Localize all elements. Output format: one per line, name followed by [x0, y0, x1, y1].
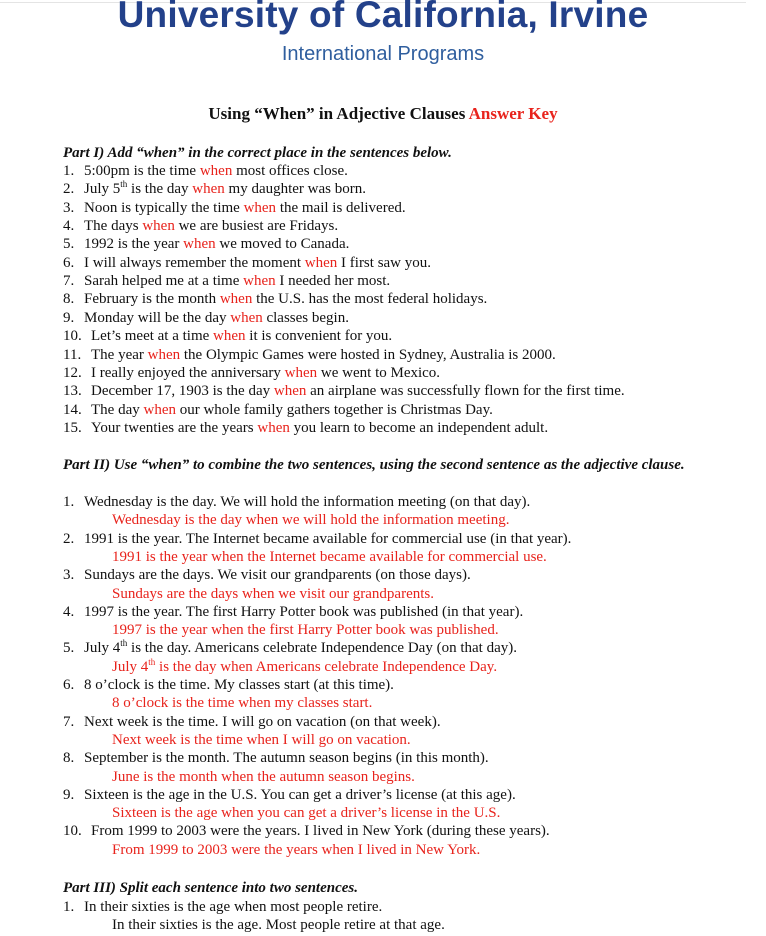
sentence-start: Monday will be the day — [84, 309, 231, 326]
list-item — [63, 309, 349, 328]
title-main: Using “When” in Adjective Clauses — [208, 104, 466, 123]
answer-when: when — [183, 236, 216, 253]
sentence-start: I will always remember the moment — [84, 254, 305, 271]
question-text: 1997 is the year. The first Harry Potter book was published (in that year). — [84, 603, 524, 620]
university-name: University of California, Irvine — [117, 0, 649, 35]
answer-when: when — [304, 254, 338, 271]
item-number: 13. — [63, 383, 82, 400]
list-item — [63, 217, 338, 236]
question-item — [63, 530, 571, 549]
sentence-end: it is convenient for you. — [245, 328, 393, 345]
sentence-end: the mail is delivered. — [276, 199, 406, 216]
question-item — [63, 639, 517, 658]
sentence-end: our whole family gathers together is Christmas Day. — [175, 401, 493, 418]
sentence-end: you learn to become an independent adult. — [289, 419, 549, 436]
item-number: 10. — [63, 328, 82, 345]
sentence-end: most offices close. — [232, 163, 348, 179]
sentence-end: we went to Mexico. — [317, 364, 441, 381]
item-number: 1. — [63, 899, 75, 915]
sentence-start: The day — [91, 401, 144, 418]
list-item — [63, 401, 493, 420]
part-1-heading: Part I) Add “when” in the correct place in the sentences below. — [63, 145, 452, 161]
sentence-end: we are busiest are Fridays. — [174, 218, 339, 235]
ordinal-suffix: th — [120, 638, 128, 649]
list-item — [63, 180, 366, 199]
sentence-start: The year — [91, 346, 148, 363]
sentence-start: I really enjoyed the anniversary — [91, 364, 285, 381]
question-item — [63, 898, 382, 917]
part-2-heading: Part II) Use “when” to combine the two sentences, using the second sentence as the adjective clause. — [63, 457, 685, 473]
list-item — [63, 199, 406, 218]
sentence-start: Let’s meet at a time — [91, 328, 214, 345]
item-number: 3. — [63, 567, 75, 584]
sentence-start: 5:00pm is the time — [84, 163, 200, 179]
answer-text: From 1999 to 2003 were the years when I lived in New York. — [112, 841, 481, 858]
item-number: 2. — [63, 181, 75, 198]
answer-when: when — [142, 218, 175, 235]
item-number: 1. — [63, 494, 75, 510]
list-item — [63, 327, 392, 346]
list-item — [63, 346, 556, 365]
sentence-end: I first saw you. — [337, 254, 432, 271]
answer-when: when — [192, 181, 225, 198]
item-number: 10. — [63, 823, 82, 840]
question-item — [63, 603, 523, 622]
item-number: 14. — [63, 401, 82, 418]
question-text: is the day. Americans celebrate Independence Day (on that day). — [127, 640, 517, 657]
list-item — [63, 272, 390, 291]
question-item — [63, 749, 489, 768]
sentence-end: an airplane was successfully flown for the first time. — [306, 383, 625, 400]
answer-text: Sixteen is the age when you can get a driver’s license in the U.S. — [112, 805, 501, 822]
part-3-heading: Part III) Split each sentence into two sentences. — [63, 880, 359, 896]
question-item — [63, 786, 516, 805]
item-number: 6. — [63, 677, 75, 693]
program-name: International Programs — [281, 43, 485, 65]
list-item — [63, 235, 349, 254]
item-number: 15. — [63, 419, 82, 436]
question-text: July 4 — [84, 640, 121, 657]
answer-when: when — [273, 383, 307, 400]
question-text: Next week is the time. I will go on vacation (on that week). — [84, 713, 441, 730]
question-item — [63, 566, 471, 585]
sentence-end: classes begin. — [262, 309, 349, 326]
answer-when: when — [143, 401, 176, 418]
answer-part: July 4 — [112, 658, 149, 675]
sentence-mid: is the day — [127, 181, 193, 198]
list-item — [63, 419, 548, 438]
question-item — [63, 493, 530, 512]
sentence-start: 1992 is the year — [84, 236, 184, 253]
sentence-start: Your twenties are the years — [91, 419, 258, 436]
question-text: Sixteen is the age in the U.S. You can get a driver’s license (at this age). — [84, 786, 516, 803]
sentence-end: the Olympic Games were hosted in Sydney, Australia is 2000. — [180, 346, 556, 363]
item-number: 4. — [63, 218, 75, 235]
question-text: 8 o’clock is the time. My classes start (at this time). — [84, 677, 394, 693]
answer-text: 1997 is the year when the first Harry Potter book was published. — [112, 622, 499, 639]
question-item — [63, 676, 394, 695]
item-number: 9. — [63, 786, 75, 803]
question-text: From 1999 to 2003 were the years. I lived in New York (during these years). — [91, 823, 550, 840]
item-number: 11. — [63, 346, 82, 363]
sentence-start: The days — [84, 218, 143, 235]
sentence-start: Sarah helped me at a time — [84, 273, 244, 290]
sentence-start: December 17, 1903 is the day — [91, 383, 274, 400]
answer-when: when — [230, 309, 263, 326]
question-text: Sundays are the days. We visit our grandparents (on those days). — [84, 567, 471, 584]
sentence-start: July 5 — [84, 181, 121, 198]
list-item — [63, 162, 348, 181]
list-item — [63, 254, 431, 273]
answer-when: when — [284, 364, 318, 381]
item-number: 7. — [63, 713, 75, 730]
sentence-end: we moved to Canada. — [215, 236, 350, 253]
sentence-start: February is the month — [84, 291, 220, 308]
answer-text: Sundays are the days when we visit our grandparents. — [112, 585, 435, 602]
list-item — [63, 364, 440, 383]
answer-text — [112, 658, 497, 677]
question-item — [63, 713, 441, 732]
answer-text: 1991 is the year when the Internet became available for commercial use. — [112, 548, 547, 565]
item-number: 9. — [63, 309, 75, 326]
list-item — [63, 290, 487, 309]
sentence-end: my daughter was born. — [224, 181, 366, 198]
answer-text: 8 o’clock is the time when my classes start. — [112, 695, 373, 712]
item-number: 2. — [63, 530, 75, 547]
answer-text: Next week is the time when I will go on vacation. — [112, 731, 411, 748]
item-number: 8. — [63, 291, 75, 308]
answer-when: when — [213, 328, 246, 345]
item-number: 5. — [63, 640, 75, 657]
answer-when: when — [147, 346, 181, 363]
question-text: 1991 is the year. The Internet became available for commercial use (in that year). — [84, 530, 572, 547]
question-item — [63, 822, 550, 841]
answer-text: June is the month when the autumn season begins. — [112, 768, 415, 785]
title-answer-key: Answer Key — [468, 104, 558, 123]
answer-text: Wednesday is the day when we will hold the information meeting. — [112, 512, 510, 529]
question-text: In their sixties is the age when most people retire. — [84, 899, 383, 915]
ordinal-suffix: th — [120, 179, 128, 190]
item-number: 7. — [63, 273, 75, 290]
list-item — [63, 382, 625, 401]
item-number: 6. — [63, 254, 75, 271]
answer-when: when — [257, 419, 290, 436]
question-text: Wednesday is the day. We will hold the information meeting (on that day). — [84, 494, 531, 510]
answer-when: when — [243, 273, 276, 290]
ordinal-suffix: th — [148, 656, 156, 667]
answer-when: when — [243, 199, 277, 216]
answer-part: is the day when Americans celebrate Independence Day. — [155, 658, 498, 675]
item-number: 1. — [63, 163, 75, 179]
item-number: 8. — [63, 750, 75, 767]
question-text: September is the month. The autumn season begins (in this month). — [84, 750, 489, 767]
item-number: 5. — [63, 236, 75, 253]
answer-text: In their sixties is the age. Most people retire at that age. — [112, 917, 445, 934]
answer-when: when — [219, 291, 253, 308]
item-number: 3. — [63, 199, 75, 216]
item-number: 4. — [63, 603, 75, 620]
sentence-end: I needed her most. — [275, 273, 391, 290]
item-number: 12. — [63, 364, 82, 381]
answer-when: when — [199, 163, 233, 179]
page-title — [0, 104, 766, 124]
sentence-start: Noon is typically the time — [84, 199, 244, 216]
sentence-end: the U.S. has the most federal holidays. — [252, 291, 488, 308]
